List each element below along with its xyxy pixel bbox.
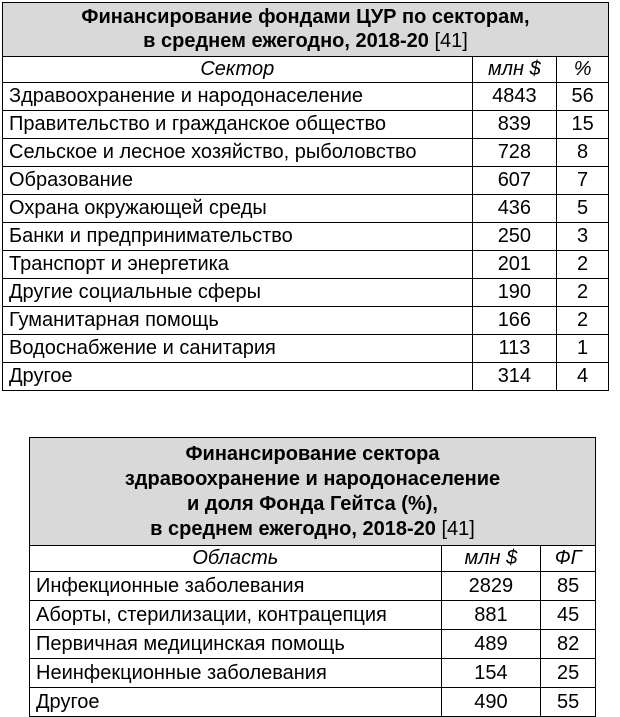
amount-cell: 489 <box>441 630 541 659</box>
percent-cell: 15 <box>557 111 609 139</box>
title-line-1: Финансирование сектора <box>185 443 440 465</box>
sector-name-cell: Другие социальные сферы <box>3 279 473 307</box>
header-row <box>30 546 596 572</box>
table-row <box>30 630 596 659</box>
sector-name-cell: Сельское и лесное хозяйство, рыболовство <box>3 139 473 167</box>
amount-cell: 314 <box>472 363 557 391</box>
header-row <box>3 57 609 83</box>
sector-name-cell: Образование <box>3 167 473 195</box>
amount-cell: 166 <box>472 307 557 335</box>
title-line-3: и доля Фонда Гейтса (%), <box>187 493 438 515</box>
percent-cell: 1 <box>557 335 609 363</box>
percent-cell: 7 <box>557 167 609 195</box>
table-row <box>3 195 609 223</box>
amount-cell: 881 <box>441 601 541 630</box>
percent-cell: 2 <box>557 279 609 307</box>
table-row <box>3 251 609 279</box>
area-name-cell: Аборты, стерилизации, контрацепция <box>30 601 442 630</box>
table-row <box>3 363 609 391</box>
sector-name-cell: Другое <box>3 363 473 391</box>
percent-cell: 3 <box>557 223 609 251</box>
table-row <box>30 688 596 717</box>
title-line-2: в среднем ежегодно, 2018-20 <box>143 30 429 52</box>
sector-name-cell: Здравоохранение и народонаселение <box>3 83 473 111</box>
sdg-funding-by-sector-table <box>2 2 609 391</box>
amount-cell: 728 <box>472 139 557 167</box>
percent-cell: 8 <box>557 139 609 167</box>
amount-cell: 607 <box>472 167 557 195</box>
table-title <box>30 438 596 546</box>
amount-cell: 2829 <box>441 572 541 601</box>
title-line-1: Финансирование фондами ЦУР по секторам, <box>81 6 530 28</box>
column-header-percent: % <box>557 57 609 83</box>
amount-cell: 4843 <box>472 83 557 111</box>
table-row <box>3 279 609 307</box>
area-name-cell: Неинфекционные заболевания <box>30 659 442 688</box>
table-title <box>3 3 609 57</box>
table-row <box>3 139 609 167</box>
area-name-cell: Другое <box>30 688 442 717</box>
gates-share-cell: 82 <box>541 630 596 659</box>
column-header-area: Область <box>30 546 442 572</box>
sector-name-cell: Банки и предпринимательство <box>3 223 473 251</box>
percent-cell: 2 <box>557 307 609 335</box>
table-row <box>3 307 609 335</box>
title-line-4: в среднем ежегодно, 2018-20 <box>150 518 436 540</box>
table-row <box>3 111 609 139</box>
sector-name-cell: Охрана окружающей среды <box>3 195 473 223</box>
column-header-amount: млн $ <box>472 57 557 83</box>
area-name-cell: Инфекционные заболевания <box>30 572 442 601</box>
sector-name-cell: Водоснабжение и санитария <box>3 335 473 363</box>
table-row <box>3 83 609 111</box>
amount-cell: 839 <box>472 111 557 139</box>
amount-cell: 490 <box>441 688 541 717</box>
amount-cell: 250 <box>472 223 557 251</box>
table-row <box>30 601 596 630</box>
title-line-2: здравоохранение и народонаселение <box>124 468 501 490</box>
amount-cell: 201 <box>472 251 557 279</box>
amount-cell: 113 <box>472 335 557 363</box>
column-header-gates-share: ФГ <box>541 546 596 572</box>
table-row <box>3 223 609 251</box>
amount-cell: 436 <box>472 195 557 223</box>
sector-name-cell: Гуманитарная помощь <box>3 307 473 335</box>
gates-share-cell: 55 <box>541 688 596 717</box>
amount-cell: 190 <box>472 279 557 307</box>
column-header-amount: млн $ <box>441 546 541 572</box>
sector-name-cell: Правительство и гражданское общество <box>3 111 473 139</box>
percent-cell: 2 <box>557 251 609 279</box>
area-name-cell: Первичная медицинская помощь <box>30 630 442 659</box>
table-row <box>30 572 596 601</box>
title-reference: [41] <box>441 518 475 540</box>
gates-share-cell: 85 <box>541 572 596 601</box>
title-reference: [41] <box>434 30 468 52</box>
health-sector-funding-table <box>29 437 596 717</box>
table-row <box>30 659 596 688</box>
gates-share-cell: 25 <box>541 659 596 688</box>
table-row <box>3 335 609 363</box>
gates-share-cell: 45 <box>541 601 596 630</box>
percent-cell: 4 <box>557 363 609 391</box>
sector-name-cell: Транспорт и энергетика <box>3 251 473 279</box>
column-header-sector: Сектор <box>3 57 473 83</box>
table-row <box>3 167 609 195</box>
percent-cell: 5 <box>557 195 609 223</box>
percent-cell: 56 <box>557 83 609 111</box>
amount-cell: 154 <box>441 659 541 688</box>
